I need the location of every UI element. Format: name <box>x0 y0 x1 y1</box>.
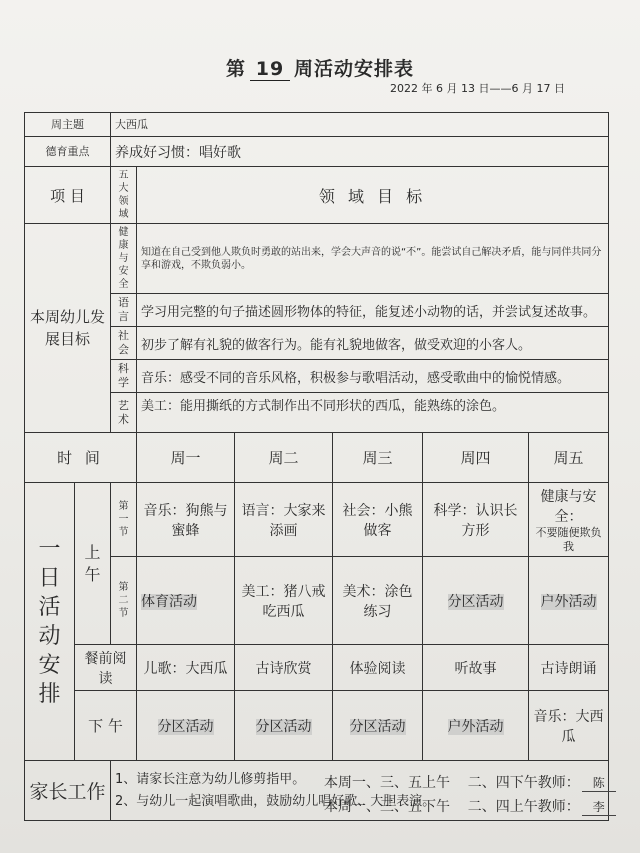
activity-text: 分区活动 <box>157 718 214 735</box>
goal-header: 领 域 目 标 <box>137 167 609 224</box>
activity-cell: 语言：大家来添画 <box>235 483 333 557</box>
moral-label: 德育重点 <box>25 137 111 167</box>
activity-cell: 音乐：狗熊与蜜蜂 <box>137 483 235 557</box>
domains-label: 五大领域 <box>111 167 137 224</box>
activity-cell: 儿歌：大西瓜 <box>137 645 235 691</box>
activity-cell: 音乐：大西瓜 <box>529 691 609 761</box>
activity-note: 不要随便欺负我 <box>535 525 602 553</box>
page-title <box>0 54 640 81</box>
date-range: 2022 年 6 月 13 日——6 月 17 日 <box>390 82 565 95</box>
activity-text: 户外活动 <box>540 593 597 610</box>
footer-text: 本周一、三、五上午 二、四下午教师： <box>324 775 580 791</box>
item-label: 项 目 <box>25 167 111 224</box>
goal-domain: 健康与安全 <box>111 224 137 294</box>
moral-value: 养成好习惯：唱好歌 <box>111 137 609 167</box>
activity-cell <box>137 691 235 761</box>
schedule-side-label: 一日活动安排 <box>25 483 75 761</box>
session1-label: 第一节 <box>111 483 137 557</box>
activity-cell: 听故事 <box>423 645 529 691</box>
time-label: 时 间 <box>25 433 137 483</box>
footer-text: 本周一、三、五下午 二、四上午教师： <box>324 799 580 815</box>
activity-cell: 美工：猪八戒吃西瓜 <box>235 557 333 645</box>
activity-cell: 古诗欣赏 <box>235 645 333 691</box>
teacher-signature: 陈 <box>582 774 616 792</box>
activity-text: 分区活动 <box>349 718 406 735</box>
activity-text: 体育活动 <box>141 593 197 610</box>
activity-cell: 古诗朗诵 <box>529 645 609 691</box>
activity-text: 户外活动 <box>447 718 504 735</box>
activity-cell <box>529 557 609 645</box>
teacher-signature: 李 <box>582 798 616 816</box>
goals-side-label: 本周幼儿发展目标 <box>25 224 111 433</box>
activity-cell-friday <box>529 483 609 557</box>
day-header: 周四 <box>423 433 529 483</box>
day-header: 周三 <box>333 433 423 483</box>
goal-domain: 社会 <box>111 327 137 360</box>
goal-domain: 语言 <box>111 294 137 327</box>
parent-work-item: 2、与幼儿一起演唱歌曲，鼓励幼儿唱好歌、大胆表演。 <box>115 793 436 809</box>
reading-label: 餐前阅读 <box>75 645 137 691</box>
goal-text: 初步了解有礼貌的做客行为。能有礼貌地做客，做受欢迎的小客人。 <box>137 327 609 360</box>
title-prefix: 第 <box>225 58 246 80</box>
theme-label: 周主题 <box>25 113 111 137</box>
activity-cell <box>235 691 333 761</box>
activity-cell <box>137 557 235 645</box>
day-header: 周一 <box>137 433 235 483</box>
schedule-table <box>24 112 609 821</box>
footer-line-2 <box>324 796 616 816</box>
goal-text: 美工：能用撕纸的方式制作出不同形状的西瓜，能熟练的涂色。 <box>137 393 609 433</box>
activity-cell: 科学：认识长方形 <box>423 483 529 557</box>
activity-text: 健康与安全： <box>540 488 597 525</box>
day-header: 周五 <box>529 433 609 483</box>
goal-text: 知道在自己受到他人欺负时勇敢的站出来，学会大声音的说“不”。能尝试自己解决矛盾，能与同伴共同分享和游戏，不欺负弱小。 <box>137 224 609 294</box>
week-number: 19 <box>250 58 290 81</box>
activity-text: 分区活动 <box>255 718 312 735</box>
theme-value: 大西瓜 <box>111 113 609 137</box>
afternoon-label: 下 午 <box>75 691 137 761</box>
goal-text: 音乐：感受不同的音乐风格，积极参与歌唱活动，感受歌曲中的愉悦情感。 <box>137 360 609 393</box>
session2-label: 第二节 <box>111 557 137 645</box>
activity-text: 分区活动 <box>447 593 504 610</box>
goal-domain: 艺术 <box>111 393 137 433</box>
parent-work-label: 家长工作 <box>25 761 111 821</box>
day-header: 周二 <box>235 433 333 483</box>
activity-cell <box>333 691 423 761</box>
activity-cell: 社会：小熊做客 <box>333 483 423 557</box>
morning-label: 上午 <box>75 483 111 645</box>
parent-work-item: 1、请家长注意为幼儿修剪指甲。 <box>115 771 306 787</box>
title-suffix: 周活动安排表 <box>294 58 415 80</box>
activity-cell: 美术：涂色练习 <box>333 557 423 645</box>
activity-cell <box>423 557 529 645</box>
activity-cell: 体验阅读 <box>333 645 423 691</box>
activity-cell <box>423 691 529 761</box>
goal-text: 学习用完整的句子描述圆形物体的特征，能复述小动物的话，并尝试复述故事。 <box>137 294 609 327</box>
goal-domain: 科学 <box>111 360 137 393</box>
footer-line-1 <box>324 772 616 792</box>
